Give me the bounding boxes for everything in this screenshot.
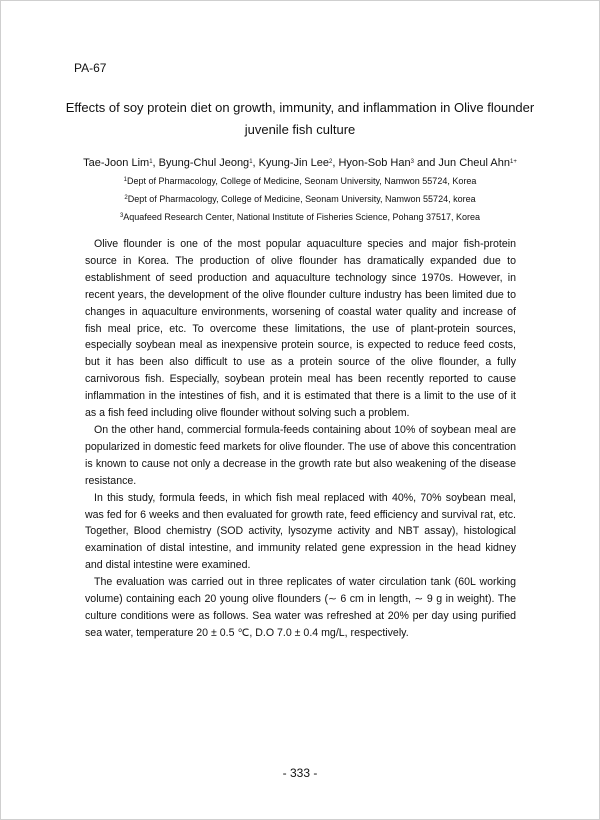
author-separator: , xyxy=(152,157,159,169)
body-paragraph: Olive flounder is one of the most popular aquaculture species and major fish-protein source in Korea. The production of olive flounder has dramatically expanded due to establishment of seed production and aquaculture technology since 1970s. However, in recent years, the development of the olive flounder culture industry has been limited due to changes in aquaculture environments, worsening of coastal water quality and increase of fish meal price, etc. To overcome these limitations, the use of plant-protein sources, especially soybean meal as inexpensive protein source, is expected to reduce feed costs, but it has been also difficult to use as a protein source of the olive flounder, a fully carnivorous fish. Especially, soybean protein meal has been recently reported to cause inflammation in the intestines of fish, and it is estimated that there is a limit to the use of it as a fish feed including olive flounder without solving such a problem. xyxy=(85,238,516,420)
page-number: - 333 - xyxy=(282,766,318,780)
affiliation-sup: 3 xyxy=(119,213,124,219)
affiliation-text: Dept of Pharmacology, College of Medicine, Seonam University, Namwon 55724, Korea xyxy=(127,176,477,186)
author: Tae-Joon Lim xyxy=(83,157,150,169)
author: Byung-Chul Jeong xyxy=(158,157,250,169)
abstract-code: PA-67 xyxy=(74,61,107,75)
abstract-body xyxy=(85,236,516,642)
author-list xyxy=(40,155,560,171)
body-paragraph: In this study, formula feeds, in which fish meal replaced with 40%, 70% soybean meal, was fed for 6 weeks and then evaluated for growth rate, feed efficiency and survival rat, etc. Together, Blood chemistry (SOD activity, lysozyme activity and NBT assay), histological examination of distal intestine, and immunity related gene expression in the head kidney and distal intestine were examined. xyxy=(85,491,516,572)
author: Hyon-Sob Han xyxy=(338,157,411,169)
body-paragraph: On the other hand, commercial formula-feeds containing about 10% of soybean meal are popularized in domestic feed markets for olive flounder. The use of above this concentration is known to cause not only a decrease in the growth rate but also weakening of the disease resistance. xyxy=(85,423,516,487)
title-line-2: juvenile fish culture xyxy=(244,122,356,137)
affiliation-sup: 2 xyxy=(124,195,128,201)
affiliation xyxy=(40,190,560,208)
affiliation-text: Aquafeed Research Center, National Institute of Fisheries Science, Pohang 37517, Korea xyxy=(123,212,481,222)
author-affil-sup: 1 xyxy=(149,159,153,165)
author-affil-sup: 1 xyxy=(249,159,253,165)
author: Jun Cheul Ahn xyxy=(438,157,510,169)
author-separator: , xyxy=(332,157,339,169)
affiliation xyxy=(40,172,560,190)
author-separator: , xyxy=(252,157,259,169)
author-affil-sup: 3 xyxy=(410,159,414,165)
paper-title xyxy=(60,97,540,141)
author-separator: and xyxy=(413,157,439,169)
affiliation-list xyxy=(40,172,560,226)
author-affil-sup: 1+ xyxy=(509,159,517,165)
affiliation xyxy=(40,208,560,226)
body-paragraph: The evaluation was carried out in three replicates of water circulation tank (60L working volume) containing each 20 young olive flounders (∼ 6 cm in length, ∼ 9 g in weight). The culture conditions were as follows. Sea water was refreshed at 20% per day using purified sea water, temperature 20 ± 0.5 ℃, D.O 7.0 ± 0.4 mg/L, respectively. xyxy=(85,576,516,639)
affiliation-text: Dept of Pharmacology, College of Medicine, Seonam University, Namwon 55724, korea xyxy=(127,194,476,204)
title-line-1: Effects of soy protein diet on growth, immunity, and inflammation in Olive flounder xyxy=(65,100,535,115)
affiliation-sup: 1 xyxy=(123,177,127,183)
author: Kyung-Jin Lee xyxy=(258,157,329,169)
author-affil-sup: 2 xyxy=(328,159,333,165)
